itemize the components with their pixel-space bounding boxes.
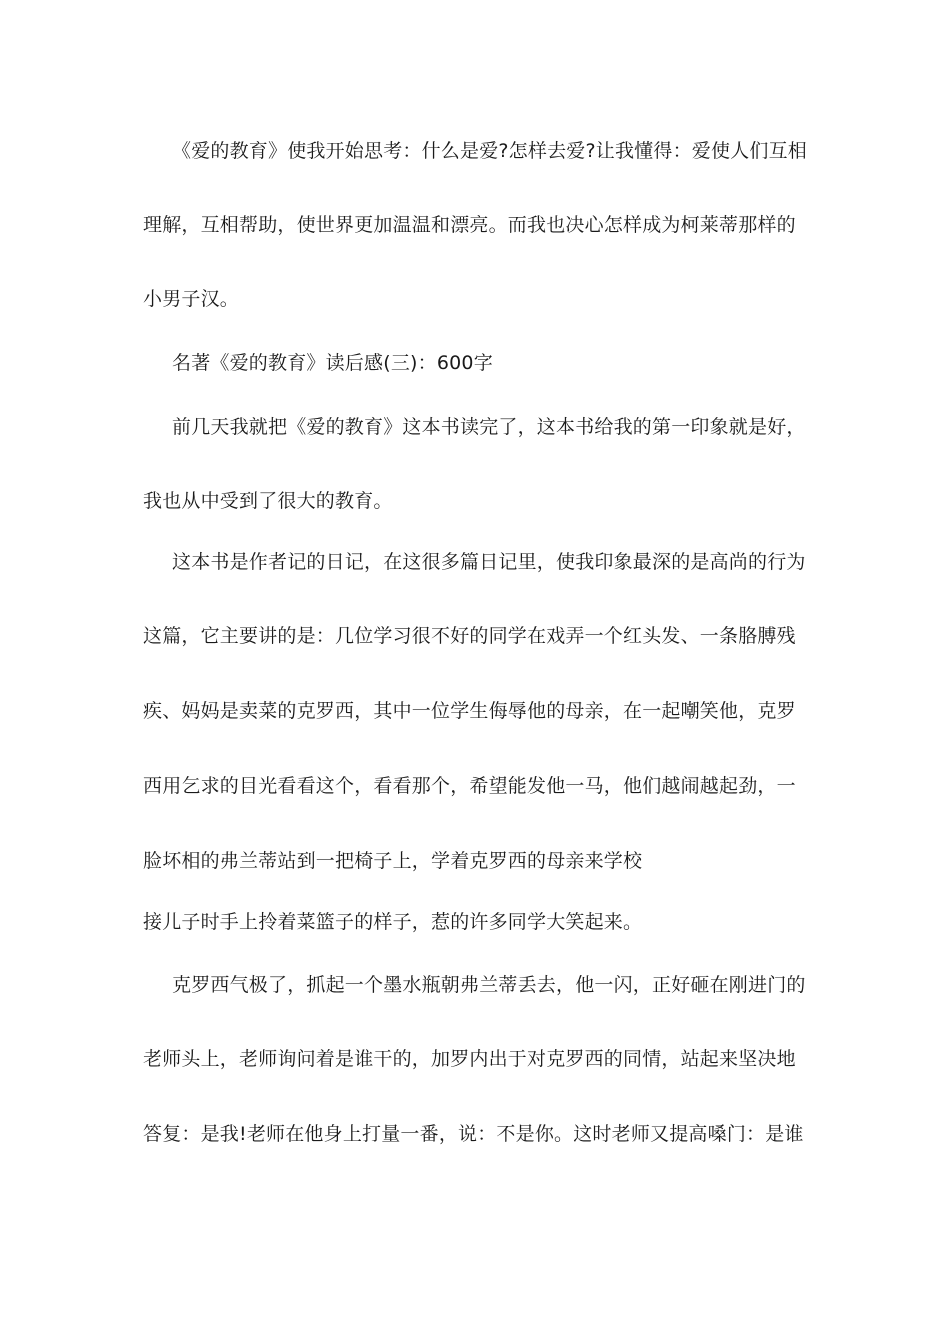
- paragraph-line: 《爱的教育》使我开始思考：什么是爱?怎样去爱?让我懂得：爱使人们互相: [172, 140, 807, 162]
- paragraph-line: 老师头上，老师询问着是谁干的，加罗内出于对克罗西的同情，站起来坚决地: [143, 1048, 796, 1070]
- paragraph-line: 克罗西气极了，抓起一个墨水瓶朝弗兰蒂丢去，他一闪，正好砸在刚进门的: [172, 974, 806, 996]
- paragraph-line: 疾、妈妈是卖菜的克罗西，其中一位学生侮辱他的母亲，在一起嘲笑他，克罗: [143, 700, 796, 722]
- paragraph-line: 前几天我就把《爱的教育》这本书读完了，这本书给我的第一印象就是好，: [172, 416, 806, 438]
- paragraph-line: 脸坏相的弗兰蒂站到一把椅子上，学着克罗西的母亲来学校: [143, 850, 643, 872]
- paragraph-line: 小男子汉。: [143, 288, 240, 310]
- paragraph-line: 我也从中受到了很大的教育。: [143, 490, 393, 512]
- paragraph-line: 西用乞求的目光看看这个，看看那个，希望能发他一马，他们越闹越起劲，一: [143, 775, 796, 797]
- paragraph-line: 这篇，它主要讲的是：几位学习很不好的同学在戏弄一个红头发、一条胳膊残: [143, 625, 796, 647]
- paragraph-line: 接儿子时手上拎着菜篮子的样子，惹的许多同学大笑起来。: [143, 911, 643, 933]
- paragraph-line: 答复：是我!老师在他身上打量一番，说：不是你。这时老师又提高嗓门：是谁: [143, 1123, 804, 1145]
- paragraph-line: 这本书是作者记的日记，在这很多篇日记里，使我印象最深的是高尚的行为: [172, 551, 806, 573]
- section-heading: 名著《爱的教育》读后感(三)：600字: [172, 352, 493, 374]
- paragraph-line: 理解，互相帮助，使世界更加温温和漂亮。而我也决心怎样成为柯莱蒂那样的: [143, 214, 796, 236]
